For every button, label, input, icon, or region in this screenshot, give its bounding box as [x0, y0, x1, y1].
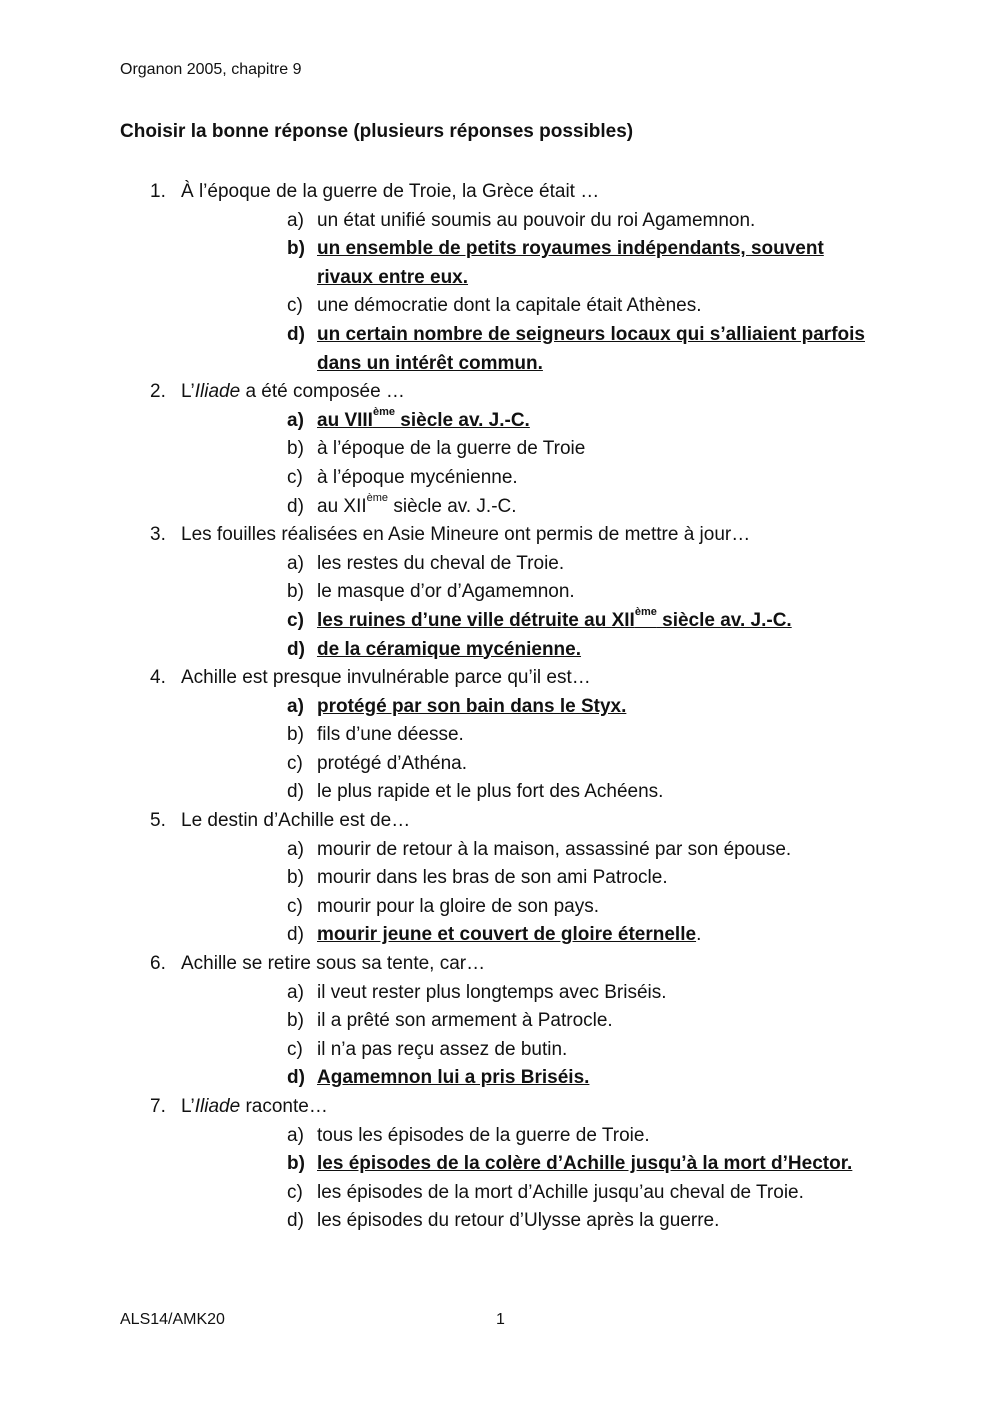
correct-answer-text: mourir jeune et couvert de gloire éternelle	[317, 924, 697, 946]
option-text-part: siècle av. J.-C.	[656, 609, 792, 631]
option-text	[317, 921, 877, 950]
instructions-heading: Choisir la bonne réponse (plusieurs réponses possibles)	[120, 121, 634, 142]
option-text	[317, 435, 877, 464]
option-label: c)	[287, 609, 304, 631]
option-text	[317, 1179, 877, 1208]
option-label: b)	[287, 724, 304, 746]
answer-option	[0, 1122, 1000, 1151]
option-text	[317, 721, 877, 750]
question-item	[0, 950, 1000, 979]
option-text-part: au VIII	[317, 409, 373, 431]
option-text-content: il a prêté son armement à Patrocle.	[317, 1010, 613, 1032]
option-label: a)	[287, 838, 304, 860]
option-text-content: à l’époque de la guerre de Troie	[317, 438, 586, 460]
question-item	[0, 664, 1000, 693]
option-label: b)	[287, 581, 304, 603]
option-label: b)	[287, 867, 304, 889]
option-label: a)	[287, 552, 304, 574]
option-trailing-punctuation: .	[696, 924, 702, 946]
option-text	[317, 1122, 877, 1151]
question-text: Achille se retire sous sa tente, car…	[181, 953, 486, 975]
ordinal-suffix: ème	[366, 491, 389, 504]
option-text	[317, 607, 877, 636]
option-text-content: les épisodes du retour d’Ulysse après la guerre.	[317, 1210, 720, 1232]
option-label: b)	[287, 438, 304, 460]
question-text-title: Iliade	[194, 381, 241, 403]
answer-option	[0, 1207, 1000, 1236]
option-label: a)	[287, 981, 304, 1003]
question-text-part: raconte…	[240, 1096, 328, 1117]
question-text: À l’époque de la guerre de Troie, la Grèce était …	[181, 181, 600, 202]
question-text-part: a été composée …	[240, 381, 405, 403]
answer-option	[0, 778, 1000, 807]
option-label: c)	[287, 895, 303, 917]
answer-option	[0, 1064, 1000, 1093]
answer-option	[0, 921, 1000, 950]
answer-option	[0, 207, 1000, 236]
answer-option	[0, 893, 1000, 922]
option-text-content: fils d’une déesse.	[317, 724, 464, 746]
question-text-part: L’	[181, 381, 195, 403]
option-label: d)	[287, 924, 304, 946]
option-text	[317, 693, 877, 722]
option-text	[317, 321, 877, 378]
option-label: c)	[287, 1181, 303, 1203]
option-text	[317, 893, 877, 922]
option-text-content: il veut rester plus longtemps avec Briséis.	[317, 981, 667, 1003]
option-text	[317, 1036, 877, 1065]
answer-option	[0, 979, 1000, 1008]
question-number: 7.	[150, 1096, 166, 1117]
option-label: d)	[287, 638, 305, 660]
question-number: 5.	[150, 810, 166, 832]
answer-option	[0, 636, 1000, 665]
correct-answer-text: un ensemble de petits royaumes indépendants, souvent rivaux entre eux.	[317, 238, 824, 288]
answer-option	[0, 550, 1000, 579]
option-text	[317, 636, 877, 665]
question-number: 2.	[150, 381, 166, 403]
option-label: a)	[287, 1124, 304, 1146]
option-text	[317, 778, 877, 807]
footer-code: ALS14/AMK20	[120, 1311, 225, 1328]
option-text-content: le plus rapide et le plus fort des Achéens.	[317, 781, 664, 803]
correct-answer-text	[317, 605, 792, 631]
option-text	[317, 750, 877, 779]
option-text	[317, 1007, 877, 1036]
option-text-content: protégé d’Athéna.	[317, 752, 468, 774]
answer-option	[0, 321, 1000, 378]
option-label: a)	[287, 209, 304, 231]
question-item	[0, 521, 1000, 550]
question-number: 4.	[150, 667, 166, 689]
answer-option	[0, 1179, 1000, 1208]
option-text-content: mourir pour la gloire de son pays.	[317, 895, 599, 917]
option-text-content: tous les épisodes de la guerre de Troie.	[317, 1124, 650, 1146]
option-label: a)	[287, 409, 304, 431]
ordinal-suffix: ème	[372, 405, 395, 418]
option-text-content: à l’époque mycénienne.	[317, 466, 518, 488]
ordinal-suffix: ème	[634, 605, 657, 618]
option-label: c)	[287, 1038, 303, 1060]
option-text-part: siècle av. J.-C.	[388, 495, 517, 517]
option-text-part: au XII	[317, 495, 367, 517]
answer-option	[0, 1007, 1000, 1036]
option-text-content: mourir de retour à la maison, assassiné par son épouse.	[317, 838, 792, 860]
answer-option	[0, 292, 1000, 321]
option-text-content: le masque d’or d’Agamemnon.	[317, 581, 575, 603]
question-number: 3.	[150, 524, 166, 546]
option-label: d)	[287, 1210, 304, 1232]
option-text	[317, 1064, 877, 1093]
option-text-content: il n’a pas reçu assez de butin.	[317, 1038, 568, 1060]
question-number: 1.	[150, 181, 166, 202]
question-item	[0, 1093, 1000, 1122]
document-header: Organon 2005, chapitre 9	[120, 61, 302, 78]
answer-option	[0, 607, 1000, 636]
correct-answer-text: de la céramique mycénienne.	[317, 638, 582, 660]
option-label: b)	[287, 1153, 305, 1175]
question-number: 6.	[150, 953, 166, 975]
question-text	[181, 1093, 328, 1122]
option-text-content: une démocratie dont la capitale était Athènes.	[317, 295, 702, 317]
question-item	[0, 807, 1000, 836]
option-text	[317, 578, 877, 607]
option-text-content: les restes du cheval de Troie.	[317, 552, 565, 574]
correct-answer-text: un certain nombre de seigneurs locaux qui s’alliaient parfois dans un intérêt commun.	[317, 323, 865, 374]
option-label: d)	[287, 1067, 305, 1089]
answer-option	[0, 235, 1000, 292]
page-number: 1	[496, 1311, 505, 1328]
correct-answer-text: Agamemnon lui a pris Briséis.	[317, 1067, 590, 1089]
answer-option	[0, 864, 1000, 893]
option-text	[317, 979, 877, 1008]
option-text-content: les épisodes de la mort d’Achille jusqu’au cheval de Troie.	[317, 1181, 804, 1203]
correct-answer-text: protégé par son bain dans le Styx.	[317, 695, 627, 717]
option-label: d)	[287, 323, 305, 345]
option-text	[317, 550, 877, 579]
option-text-content: mourir dans les bras de son ami Patrocle.	[317, 867, 668, 889]
answer-option	[0, 407, 1000, 436]
question-text-part: L’	[181, 1096, 195, 1117]
option-text	[317, 464, 877, 493]
option-text-content	[317, 491, 517, 517]
answer-option	[0, 836, 1000, 865]
question-text: Le destin d’Achille est de…	[181, 810, 411, 832]
option-text	[317, 836, 877, 865]
option-text	[317, 864, 877, 893]
option-text	[317, 1207, 877, 1236]
answer-option	[0, 1036, 1000, 1065]
answer-option	[0, 435, 1000, 464]
option-label: c)	[287, 295, 303, 317]
option-label: b)	[287, 1010, 304, 1032]
option-label: a)	[287, 695, 304, 717]
question-item	[0, 378, 1000, 407]
question-list	[0, 178, 1000, 1236]
question-item	[0, 178, 1000, 207]
answer-option	[0, 693, 1000, 722]
answer-option	[0, 750, 1000, 779]
answer-option	[0, 493, 1000, 522]
correct-answer-text: les épisodes de la colère d’Achille jusqu’à la mort d’Hector.	[317, 1153, 853, 1175]
option-label: c)	[287, 752, 303, 774]
option-text	[317, 207, 877, 236]
option-label: b)	[287, 238, 305, 260]
option-label: d)	[287, 781, 304, 803]
correct-answer-text	[317, 405, 530, 431]
answer-option	[0, 721, 1000, 750]
option-label: c)	[287, 466, 303, 488]
option-text	[317, 493, 877, 522]
option-label: d)	[287, 495, 304, 517]
answer-option	[0, 578, 1000, 607]
question-text	[181, 378, 405, 407]
option-text	[317, 235, 877, 292]
option-text	[317, 407, 877, 436]
question-text-title: Iliade	[194, 1096, 241, 1117]
option-text-part: les ruines d’une ville détruite au XII	[317, 609, 635, 631]
option-text	[317, 292, 877, 321]
answer-option	[0, 464, 1000, 493]
answer-option	[0, 1150, 1000, 1179]
option-text	[317, 1150, 877, 1179]
option-text-content: un état unifié soumis au pouvoir du roi Agamemnon.	[317, 209, 756, 231]
question-text: Les fouilles réalisées en Asie Mineure ont permis de mettre à jour…	[181, 524, 751, 546]
option-text-part: siècle av. J.-C.	[395, 409, 530, 431]
question-text: Achille est presque invulnérable parce qu’il est…	[181, 667, 591, 689]
